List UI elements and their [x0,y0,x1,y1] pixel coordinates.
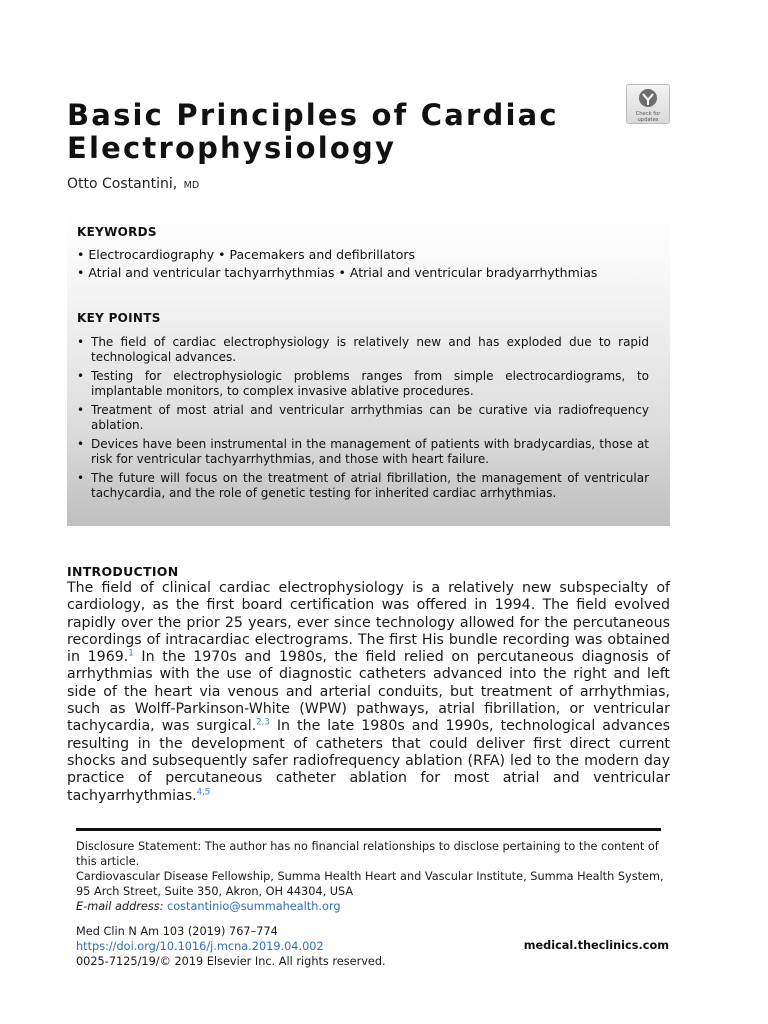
key-point-item: • The future will focus on the treatment of atrial fibrillation, the management of ventricular tachycardia, and the role of genetic testing for inherited cardiac arrhythmias. [77,471,649,501]
key-point-item: • Treatment of most atrial and ventricular arrhythmias can be curative via radiofrequency ablation. [77,403,649,433]
introduction-heading: INTRODUCTION [67,564,179,580]
footnote-divider [76,828,661,831]
article-title [67,99,587,165]
copyright: 0025-7125/19/© 2019 Elsevier Inc. All rights reserved. [76,955,386,968]
affiliation: Cardiovascular Disease Fellowship, Summa Health Heart and Vascular Institute, Summa Health System, 95 Arch Street, Suite 350, Akron, OH 44304, USA [76,870,664,898]
doi-link[interactable]: https://doi.org/10.1016/j.mcna.2019.04.002 [76,940,324,953]
keywords-line-2: • Atrial and ventricular tachyarrhythmias • Atrial and ventricular bradyarrhythmias [77,265,598,280]
reference-link[interactable]: 2,3 [256,717,270,728]
title-line-2: Electrophysiology [67,131,397,166]
footnote-block [76,839,666,914]
badge-label-2: updates [637,116,659,123]
email-label: E-mail address: [76,900,164,913]
author-name: Otto Costantini, [67,176,178,192]
intro-text-segment: The field of clinical cardiac electrophysiology is a relatively new subspecialty of cardiology, as the first board certification was offered in 1994. The field evolved rapidly over the prior 25 years, ever since technology allowed for the percutaneous recordings of intracardiac electrograms. The first His bundle recording was obtained in 1969. [67,580,670,666]
reference-link[interactable]: 4,5 [196,786,211,797]
intro-text-segment: In the 1970s and 1980s, the field relied on percutaneous diagnosis of arrhythmias with the use of diagnostic catheters advanced into the right and left side of the heart via venous and arterial conduits, but treatment of arrhythmias, such as Wolff-Parkinson-White (WPW) pathways, atrial fibrillation, or ventricular tachycardia, was surgical. [67,649,670,735]
key-point-item: • Devices have been instrumental in the management of patients with bradycardias, those at risk for ventricular tachyarrhythmias, and those with heart failure. [77,437,649,467]
key-point-item: • The field of cardiac electrophysiology is relatively new and has exploded due to rapid technological advances. [77,335,649,365]
keywords-heading: KEYWORDS [77,225,157,239]
introduction-paragraph [67,580,670,805]
abstract-box [67,211,670,526]
key-point-item: • Testing for electrophysiologic problems ranges from simple electrocardiograms, to implantable monitors, to complex invasive ablative procedures. [77,369,649,399]
title-line-1: Basic Principles of Cardiac [67,98,559,133]
journal-citation: Med Clin N Am 103 (2019) 767–774 [76,925,278,938]
check-for-updates-badge[interactable] [626,84,670,124]
email-line [76,899,666,914]
key-points-heading: KEY POINTS [77,311,161,325]
author-line [67,176,199,192]
badge-label-1: Check for [635,111,661,117]
keywords-line-1: • Electrocardiography • Pacemakers and defibrillators [77,247,415,262]
email-link[interactable]: costantinio@summahealth.org [167,900,341,913]
reference-link[interactable]: 1 [128,648,134,659]
key-points-list [77,335,649,505]
disclosure-statement: Disclosure Statement: The author has no financial relationships to disclose pertaining to the content of this article. [76,840,659,868]
crossmark-icon [627,88,669,112]
author-degree: MD [183,180,200,191]
journal-site[interactable]: medical.theclinics.com [523,939,669,952]
intro-text-segment: In the late 1980s and 1990s, technological advances resulting in the development of catheters that could deliver first direct current shocks and subsequently safer radiofrequency ablation (RFA) led to the modern day practice of percutaneous catheter ablation for most atrial and ventricular tachyarrhythmias. [67,718,670,804]
